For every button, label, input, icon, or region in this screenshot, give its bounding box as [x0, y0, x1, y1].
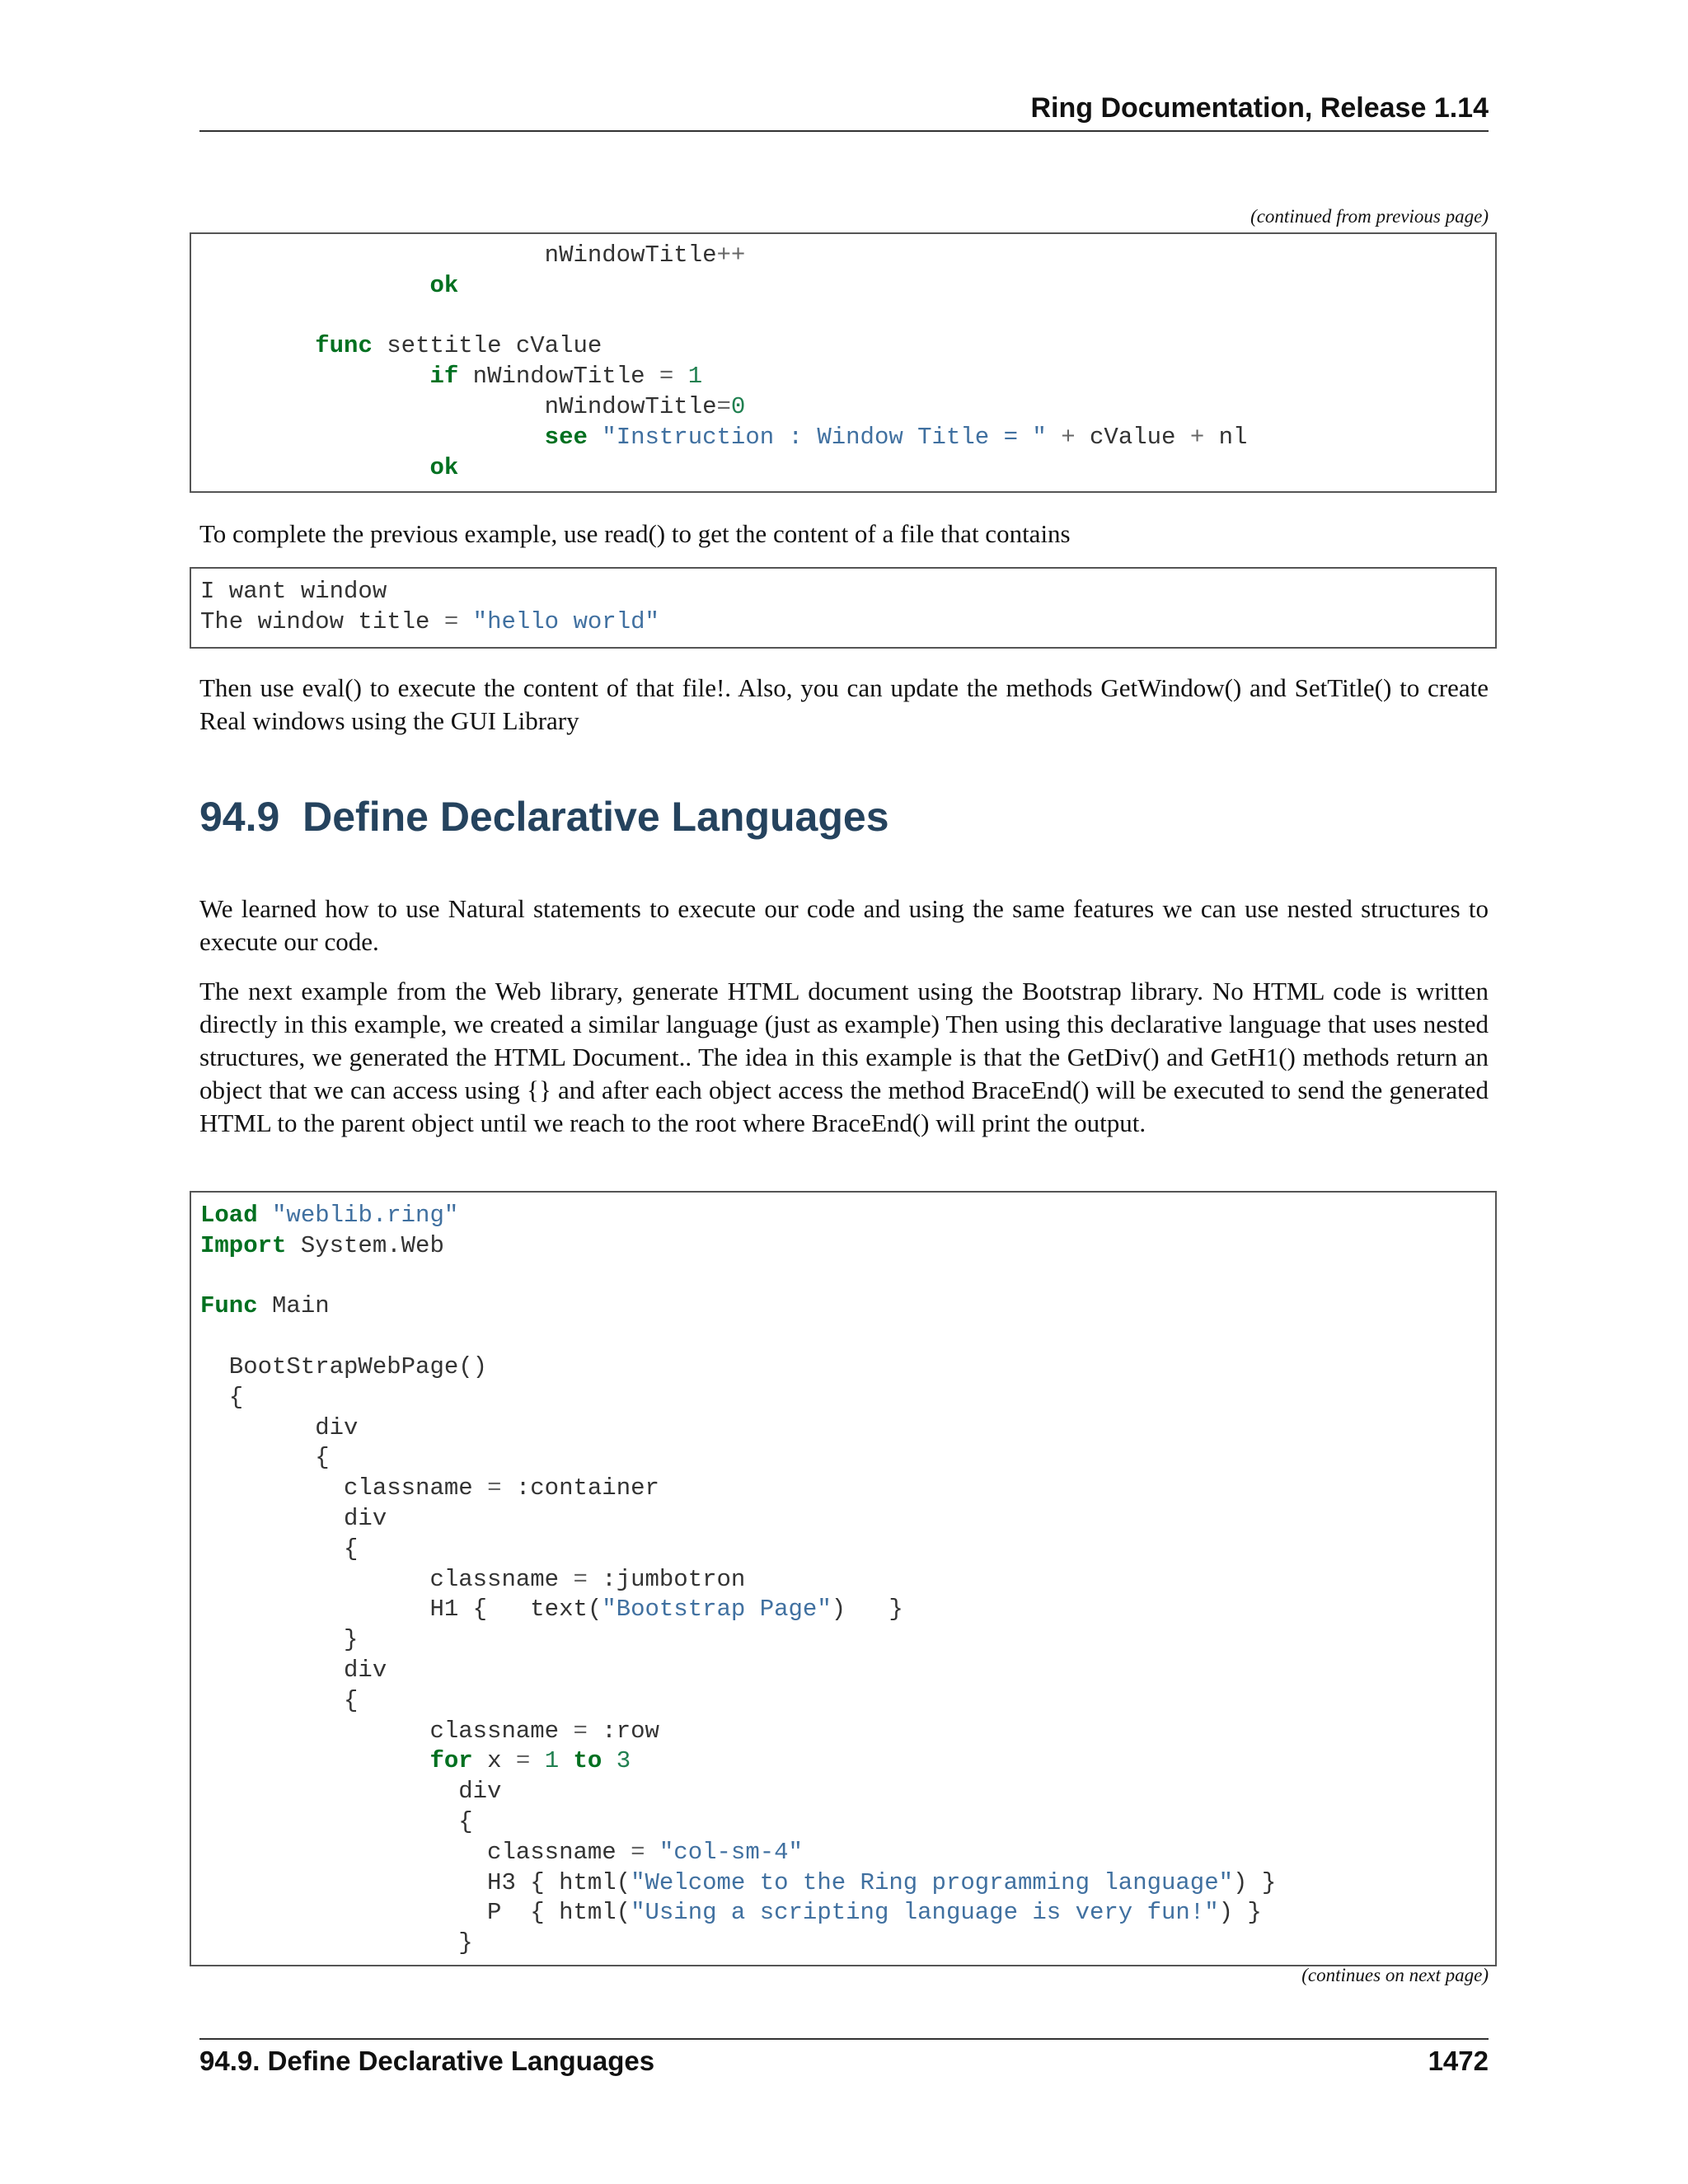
- paragraph-read-file: To complete the previous example, use read() to get the content of a file that contains: [199, 519, 1071, 548]
- code-token: System.Web: [286, 1231, 444, 1259]
- code-line: [200, 1839, 803, 1866]
- code-line: [200, 424, 1247, 451]
- code-token: 1: [687, 363, 703, 391]
- code-line: [200, 454, 458, 481]
- code-token: nWindowTitle: [200, 241, 717, 269]
- code-line: [200, 332, 602, 359]
- code-token: [530, 1747, 544, 1774]
- code-line: [200, 1353, 487, 1380]
- code-token: classname: [200, 1717, 574, 1745]
- code-line: [200, 1596, 903, 1623]
- code-token: The window title: [200, 607, 444, 635]
- code-token: I want window: [200, 578, 387, 605]
- code-line: [200, 578, 387, 605]
- code-line: [200, 272, 458, 299]
- code-token: {: [200, 1383, 244, 1411]
- code-line: [200, 1808, 473, 1835]
- paragraph-eval: Then use eval() to execute the content of that file!. Also, you can update the methods GetWindow() and SetTitle() to create Real windows using the GUI Library: [199, 673, 1489, 735]
- code-token: [1047, 424, 1061, 451]
- code-line: [200, 363, 702, 390]
- code-line: [200, 1474, 659, 1502]
- code-token: [200, 1747, 429, 1774]
- code-listing: [191, 234, 1495, 483]
- code-token: "Welcome to the Ring programming language": [631, 1868, 1234, 1896]
- code-token: =: [487, 1474, 502, 1502]
- code-line: [200, 1566, 745, 1593]
- code-token: div: [200, 1413, 359, 1441]
- code-token: :row: [587, 1717, 659, 1745]
- code-line: [200, 1778, 501, 1805]
- code-token: "weblib.ring": [272, 1202, 459, 1229]
- code-line: [200, 241, 745, 269]
- code-token: div: [200, 1504, 387, 1532]
- code-token: 3: [616, 1747, 631, 1775]
- code-token: nWindowTitle: [200, 392, 717, 420]
- code-block-window-file: [190, 567, 1497, 649]
- code-token: +: [1061, 423, 1076, 451]
- code-line: [200, 1747, 631, 1774]
- code-token: [602, 1747, 616, 1774]
- code-line: [200, 1202, 458, 1229]
- code-token: ++: [716, 241, 746, 269]
- code-token: [258, 1202, 272, 1229]
- code-line: [200, 1414, 358, 1441]
- code-token: [200, 272, 429, 299]
- code-line: [200, 1292, 330, 1319]
- code-token: [458, 608, 472, 635]
- code-token: Import: [200, 1231, 287, 1259]
- code-line: [200, 1505, 387, 1532]
- code-line: [200, 1929, 473, 1957]
- code-token: [673, 363, 687, 390]
- code-line: [200, 1869, 1276, 1896]
- code-token: "Instruction : Window Title = ": [602, 423, 1047, 451]
- code-token: "Using a scripting language is very fun!": [631, 1899, 1219, 1927]
- code-line: [200, 1899, 1262, 1926]
- code-token: [588, 424, 602, 451]
- header-rule: [199, 130, 1489, 132]
- footer-page-number: 1472: [1428, 2046, 1489, 2076]
- code-token: classname: [200, 1838, 631, 1866]
- code-block-bootstrap: [190, 1191, 1497, 1966]
- code-listing: [191, 1193, 1495, 1959]
- code-token: {: [200, 1686, 359, 1714]
- code-token: classname: [200, 1565, 574, 1593]
- code-token: div: [200, 1656, 387, 1684]
- code-token: 0: [730, 392, 746, 420]
- code-line: [200, 1626, 358, 1653]
- footer-section-title: 94.9. Define Declarative Languages: [199, 2046, 655, 2076]
- code-token: [200, 424, 545, 451]
- code-token: Load: [200, 1202, 258, 1229]
- code-token: }: [200, 1626, 359, 1654]
- code-line: [200, 608, 659, 635]
- code-token: "hello world": [472, 607, 659, 635]
- code-token: [645, 1839, 659, 1866]
- code-token: see: [544, 423, 588, 451]
- code-token: classname: [200, 1474, 488, 1502]
- code-token: ) }: [1233, 1868, 1277, 1896]
- code-token: {: [200, 1444, 330, 1472]
- code-token: =: [443, 607, 459, 635]
- code-token: BootStrapWebPage(): [200, 1352, 488, 1380]
- paragraph-web-library: The next example from the Web library, generate HTML document using the Bootstrap library. No HTML code is written directly in this example, we created a similar language (just as example) Then using this declarative language that uses nested structures, we generated the HTML Document.. The idea in this example is that the GetDiv() and GetH1() methods return an object that we can access using {} and after each object access the method BraceEnd() will be executed to send the generated HTML to the parent object until we reach to the root where BraceEnd() will print the output.: [199, 977, 1489, 1137]
- code-token: P { html(: [200, 1899, 631, 1927]
- code-line: [200, 1687, 358, 1714]
- code-token: [200, 332, 315, 359]
- code-token: [559, 1747, 573, 1774]
- code-token: =: [631, 1838, 645, 1866]
- code-token: Func: [200, 1292, 258, 1320]
- code-token: nl: [1204, 423, 1248, 451]
- code-line: [200, 1657, 387, 1684]
- code-token: =: [716, 392, 731, 420]
- page-header-title: Ring Documentation, Release 1.14: [1030, 92, 1489, 124]
- code-token: ) }: [831, 1596, 903, 1624]
- code-token: cValue: [1075, 423, 1190, 451]
- code-token: if: [429, 363, 459, 391]
- code-token: func: [315, 332, 373, 360]
- code-token: settitle cValue: [372, 332, 603, 360]
- code-token: =: [573, 1717, 588, 1745]
- code-token: to: [573, 1747, 603, 1775]
- code-line: [200, 1384, 243, 1411]
- code-token: {: [200, 1807, 473, 1835]
- code-token: }: [200, 1929, 473, 1957]
- code-token: div: [200, 1778, 502, 1806]
- code-token: for: [429, 1747, 473, 1775]
- code-token: H1 { text(: [200, 1596, 603, 1624]
- paragraph-natural-statements: We learned how to use Natural statements to execute our code and using the same features we can use nested structures to execute our code.: [199, 894, 1489, 956]
- code-token: 1: [544, 1747, 560, 1775]
- code-listing: [191, 569, 1495, 638]
- code-line: [200, 1535, 358, 1563]
- section-number: 94.9: [199, 794, 280, 840]
- code-token: nWindowTitle: [458, 363, 659, 391]
- code-token: {: [200, 1535, 359, 1563]
- section-title: Define Declarative Languages: [302, 794, 889, 840]
- footer-rule: [199, 2038, 1489, 2040]
- code-token: =: [659, 363, 674, 391]
- code-token: Main: [257, 1292, 330, 1320]
- code-token: [200, 363, 429, 390]
- continues-on-note: (continues on next page): [1301, 1965, 1489, 1985]
- code-token: H3 { html(: [200, 1868, 631, 1896]
- code-token: ok: [429, 271, 459, 299]
- code-line: [200, 393, 745, 420]
- code-block-settitle: [190, 232, 1497, 493]
- code-token: =: [573, 1565, 588, 1593]
- code-token: =: [515, 1747, 531, 1775]
- code-token: x: [472, 1747, 516, 1775]
- continued-from-note: (continued from previous page): [1250, 206, 1489, 227]
- code-token: :jumbotron: [587, 1565, 746, 1593]
- code-token: ) }: [1218, 1899, 1262, 1927]
- code-token: "col-sm-4": [659, 1838, 803, 1866]
- code-line: [200, 1232, 444, 1259]
- code-token: ok: [429, 453, 459, 481]
- code-line: [200, 1444, 330, 1471]
- section-heading: [199, 793, 889, 841]
- code-token: :container: [501, 1474, 659, 1502]
- code-token: "Bootstrap Page": [602, 1596, 832, 1624]
- code-token: [200, 454, 429, 481]
- code-token: +: [1189, 423, 1205, 451]
- code-line: [200, 1718, 659, 1745]
